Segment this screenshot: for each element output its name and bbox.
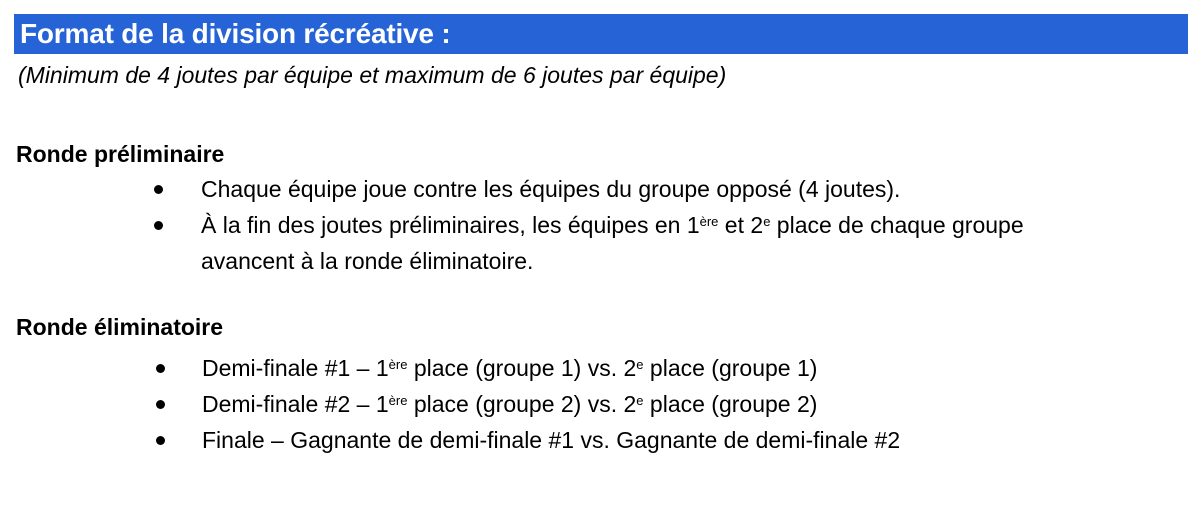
- bullet-icon: [154, 185, 163, 194]
- page-title: Format de la division récréative :: [20, 18, 451, 49]
- elimination-heading: Ronde éliminatoire: [16, 314, 224, 340]
- elimination-item-final: Finale – Gagnante de demi-finale #1 vs. Gagnante de demi-finale #2: [0, 422, 900, 458]
- bullet-icon: [156, 400, 165, 409]
- elimination-list: [0, 350, 900, 458]
- preliminary-item-2: À la fin des joutes préliminaires, les équipes en 1ère et 2e place de chaque groupe avancent à la ronde éliminatoire.: [0, 207, 1024, 279]
- elimination-item-semi2: Demi-finale #2 – 1ère place (groupe 2) vs. 2e place (groupe 2): [0, 386, 900, 422]
- preliminary-item-1: Chaque équipe joue contre les équipes du groupe opposé (4 joutes).: [0, 171, 1024, 207]
- title-bar: [14, 14, 1188, 54]
- subtitle-note: (Minimum de 4 joutes par équipe et maximum de 6 joutes par équipe): [18, 62, 727, 88]
- preliminary-list: [0, 171, 1024, 279]
- bullet-icon: [154, 221, 163, 230]
- preliminary-heading: Ronde préliminaire: [16, 141, 225, 167]
- elimination-item-semi1: Demi-finale #1 – 1ère place (groupe 1) vs. 2e place (groupe 1): [0, 350, 900, 386]
- bullet-icon: [156, 364, 165, 373]
- bullet-icon: [156, 436, 165, 445]
